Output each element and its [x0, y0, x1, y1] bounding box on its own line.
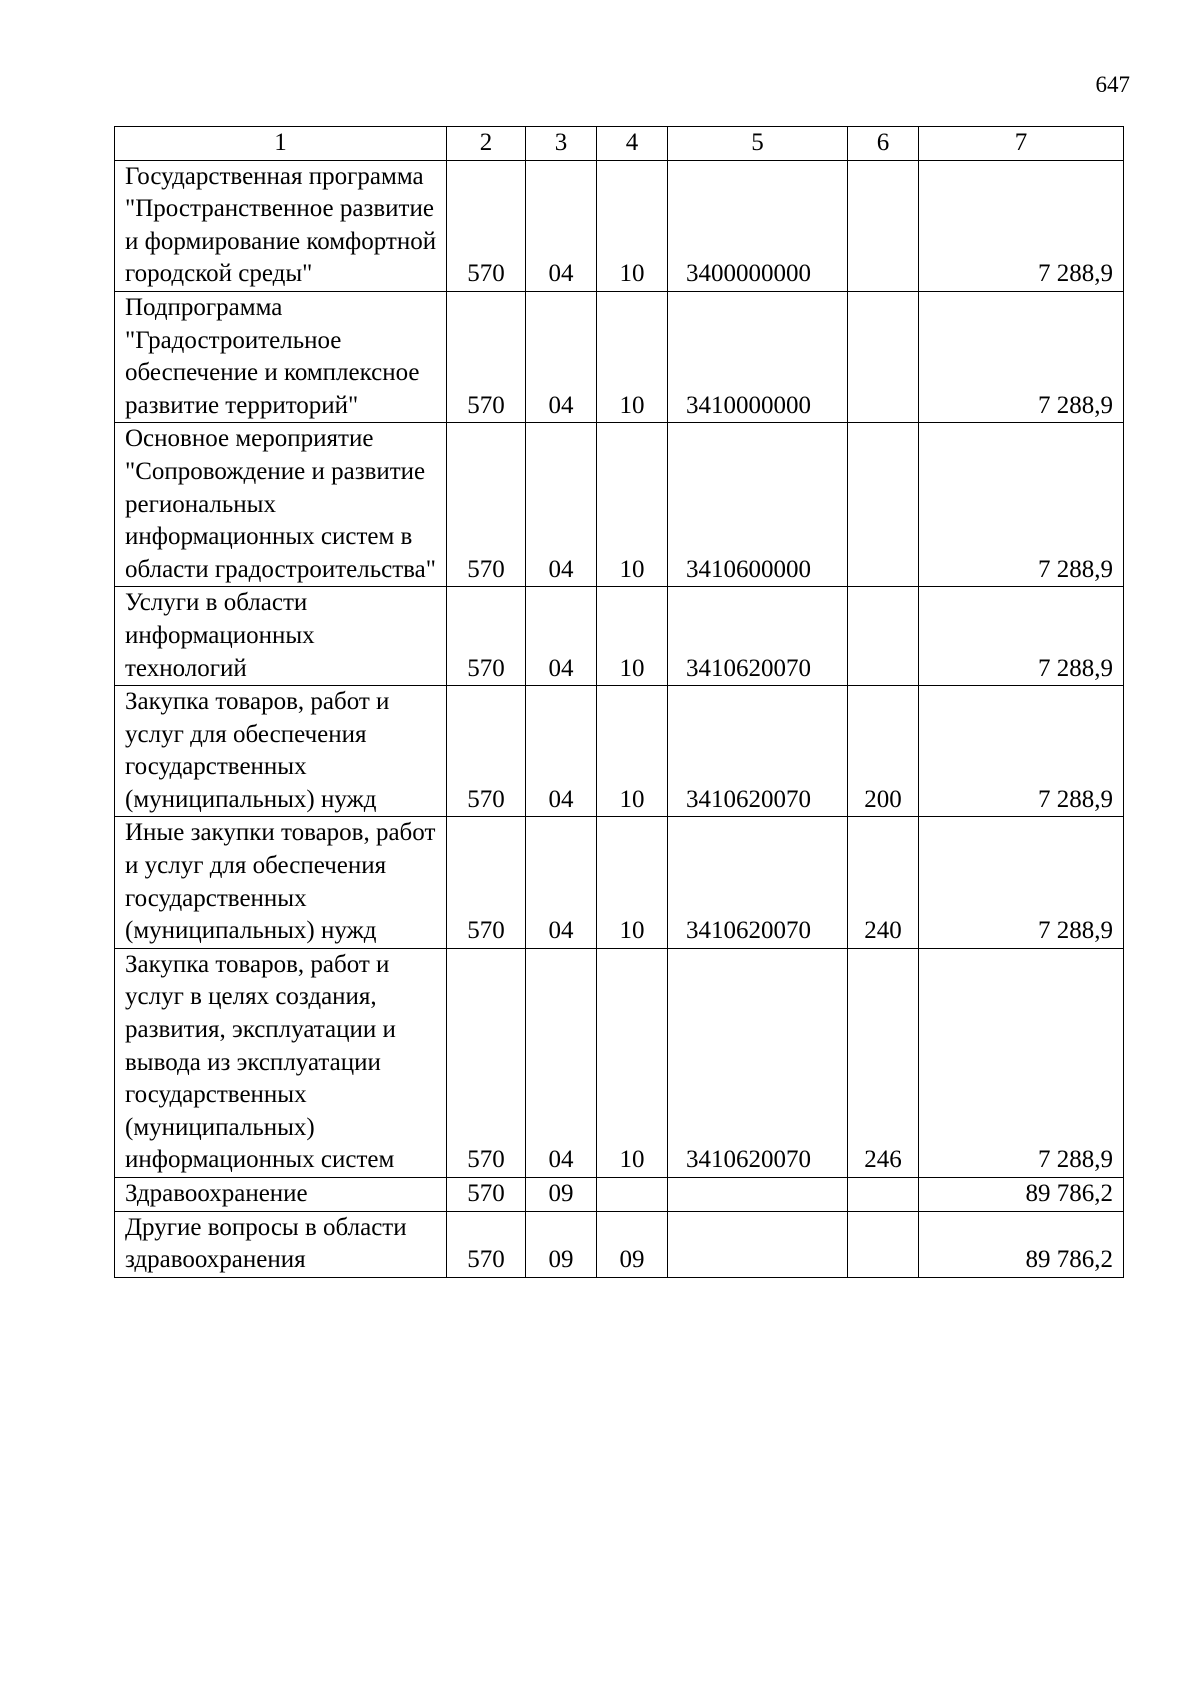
table-row	[115, 686, 1124, 817]
header-cell-1: 1	[115, 127, 447, 161]
row-name: Здравоохранение	[115, 1178, 447, 1212]
row-col-4: 10	[597, 948, 668, 1177]
row-name: Услуги в области информационных технологий	[115, 587, 447, 686]
header-cell-4: 4	[597, 127, 668, 161]
row-col-7: 89 786,2	[919, 1178, 1124, 1212]
row-name: Основное мероприятие "Сопровождение и развитие региональных информационных систем в области градостроительства"	[115, 423, 447, 587]
row-col-3: 04	[526, 587, 597, 686]
header-cell-5: 5	[668, 127, 848, 161]
row-col-4: 10	[597, 423, 668, 587]
row-col-6	[848, 587, 919, 686]
row-col-7: 7 288,9	[919, 160, 1124, 291]
header-cell-2: 2	[447, 127, 526, 161]
row-col-3: 09	[526, 1211, 597, 1277]
row-col-7: 7 288,9	[919, 291, 1124, 422]
row-col-4	[597, 1178, 668, 1212]
row-col-5: 3410620070	[668, 817, 848, 948]
row-col-6: 240	[848, 817, 919, 948]
row-name: Подпрограмма "Градостроительное обеспечение и комплексное развитие территорий"	[115, 291, 447, 422]
row-col-3: 09	[526, 1178, 597, 1212]
row-col-4: 10	[597, 160, 668, 291]
row-col-6: 200	[848, 686, 919, 817]
row-col-2: 570	[447, 817, 526, 948]
row-col-5	[668, 1211, 848, 1277]
row-col-2: 570	[447, 686, 526, 817]
row-col-2: 570	[447, 423, 526, 587]
row-col-5: 3410620070	[668, 948, 848, 1177]
table-row	[115, 160, 1124, 291]
row-col-6	[848, 1178, 919, 1212]
row-name: Государственная программа "Пространственное развитие и формирование комфортной городской среды"	[115, 160, 447, 291]
row-col-2: 570	[447, 160, 526, 291]
row-col-7: 7 288,9	[919, 587, 1124, 686]
table-row	[115, 423, 1124, 587]
row-col-5	[668, 1178, 848, 1212]
row-col-3: 04	[526, 817, 597, 948]
row-col-3: 04	[526, 160, 597, 291]
table-row	[115, 587, 1124, 686]
header-cell-7: 7	[919, 127, 1124, 161]
row-name: Закупка товаров, работ и услуг в целях создания, развития, эксплуатации и вывода из эксплуатации государственных (муниципальных) информационных систем	[115, 948, 447, 1177]
row-col-4: 10	[597, 291, 668, 422]
row-col-7: 7 288,9	[919, 817, 1124, 948]
table-row	[115, 1211, 1124, 1277]
table-row	[115, 948, 1124, 1177]
row-col-4: 10	[597, 587, 668, 686]
row-col-5: 3410600000	[668, 423, 848, 587]
row-col-5: 3410620070	[668, 686, 848, 817]
row-col-5: 3410000000	[668, 291, 848, 422]
row-col-2: 570	[447, 291, 526, 422]
row-col-4: 10	[597, 817, 668, 948]
row-col-6: 246	[848, 948, 919, 1177]
row-col-3: 04	[526, 423, 597, 587]
row-name: Другие вопросы в области здравоохранения	[115, 1211, 447, 1277]
row-col-6	[848, 160, 919, 291]
row-col-2: 570	[447, 587, 526, 686]
row-name: Закупка товаров, работ и услуг для обеспечения государственных (муниципальных) нужд	[115, 686, 447, 817]
header-cell-6: 6	[848, 127, 919, 161]
row-col-6	[848, 291, 919, 422]
row-col-7: 7 288,9	[919, 948, 1124, 1177]
table-row	[115, 291, 1124, 422]
row-col-7: 7 288,9	[919, 686, 1124, 817]
row-col-2: 570	[447, 948, 526, 1177]
row-col-2: 570	[447, 1211, 526, 1277]
row-col-3: 04	[526, 948, 597, 1177]
page-number: 647	[1095, 72, 1130, 97]
row-col-6	[848, 423, 919, 587]
table-row	[115, 1178, 1124, 1212]
row-col-3: 04	[526, 686, 597, 817]
table-row	[115, 817, 1124, 948]
row-col-3: 04	[526, 291, 597, 422]
budget-table	[114, 126, 1124, 1278]
row-col-5: 3400000000	[668, 160, 848, 291]
row-col-7: 7 288,9	[919, 423, 1124, 587]
header-cell-3: 3	[526, 127, 597, 161]
header-row	[115, 127, 1124, 161]
row-col-2: 570	[447, 1178, 526, 1212]
row-col-7: 89 786,2	[919, 1211, 1124, 1277]
row-col-6	[848, 1211, 919, 1277]
row-name: Иные закупки товаров, работ и услуг для обеспечения государственных (муниципальных) нужд	[115, 817, 447, 948]
row-col-4: 09	[597, 1211, 668, 1277]
row-col-5: 3410620070	[668, 587, 848, 686]
row-col-4: 10	[597, 686, 668, 817]
